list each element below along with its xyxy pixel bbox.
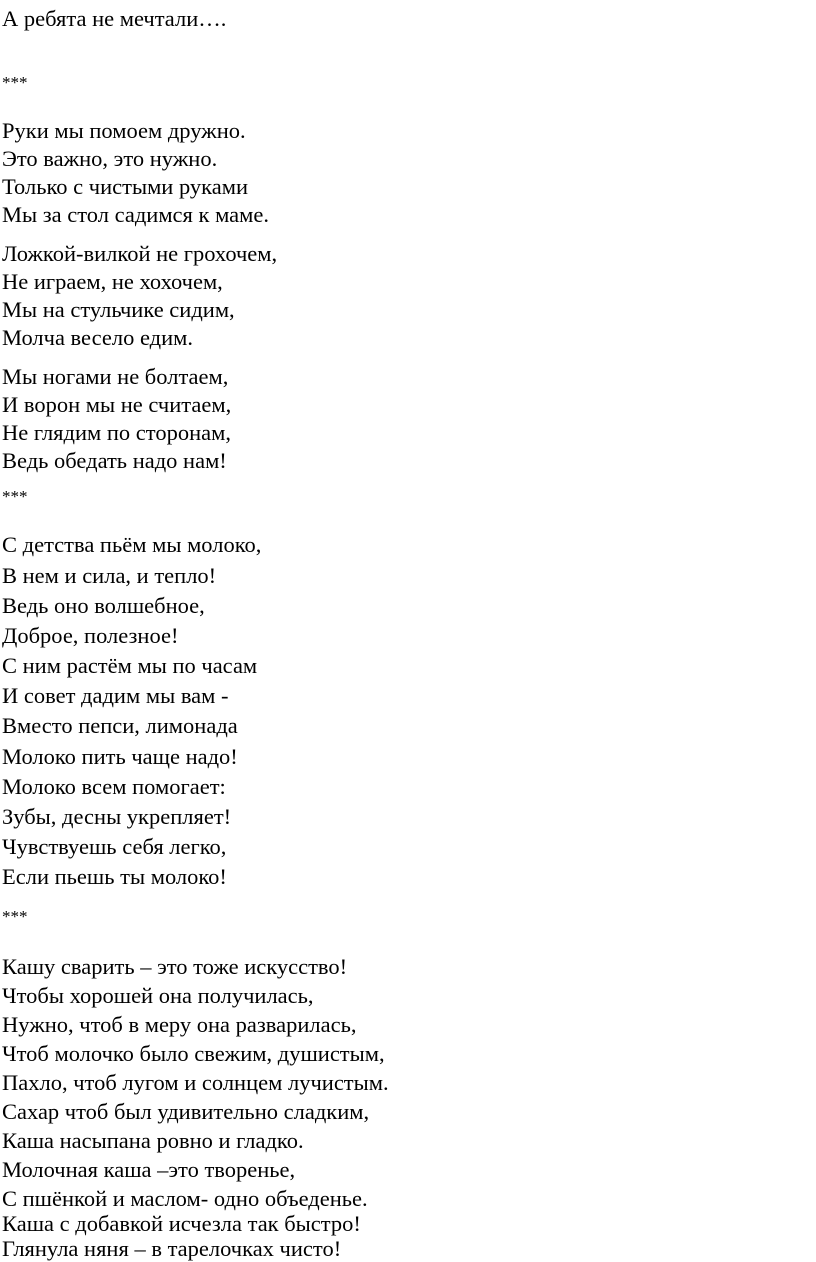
separator: *** (2, 73, 28, 92)
poem-line: Вместо пепси, лимонада (2, 713, 238, 738)
poem-line: Ведь оно волшебное, (2, 593, 205, 618)
poem-line: Мы ногами не болтаем, (2, 364, 229, 389)
poem-line: Чтоб молочко было свежим, душистым, (2, 1041, 385, 1066)
poem-line: С ним растём мы по часам (2, 653, 258, 678)
poem-line: Молча весело едим. (2, 325, 193, 350)
poem-line: С пшёнкой и маслом- одно объеденье. (2, 1186, 368, 1211)
poem-line: Сахар чтоб был удивительно сладким, (2, 1099, 370, 1124)
poem-line: Ведь обедать надо нам! (2, 448, 227, 473)
poem-line: Молоко пить чаще надо! (2, 744, 238, 769)
poem-line: Молочная каша –это творенье, (2, 1157, 296, 1182)
poem-line: Не играем, не хохочем, (2, 269, 223, 294)
poem-line: И ворон мы не считаем, (2, 392, 232, 417)
poem-line: Мы за стол садимся к маме. (2, 202, 269, 227)
poem-line: Ложкой-вилкой не грохочем, (2, 241, 278, 266)
separator: *** (2, 907, 28, 926)
poem-line: Зубы, десны укрепляет! (2, 804, 232, 829)
poem-line: Глянула няня – в тарелочках чисто! (2, 1236, 342, 1261)
poem-line: Кашу сварить – это тоже искусство! (2, 954, 348, 979)
poem-line: Молоко всем помогает: (2, 774, 226, 799)
poem-line: И совет дадим мы вам - (2, 683, 229, 708)
intro-line: А ребята не мечтали…. (2, 6, 227, 31)
poem-line: Пахло, чтоб лугом и солнцем лучистым. (2, 1070, 389, 1095)
poem-line: Это важно, это нужно. (2, 146, 218, 171)
poem-line: Руки мы помоем дружно. (2, 118, 246, 143)
poem-line: Если пьешь ты молоко! (2, 864, 227, 889)
poem-line: Мы на стульчике сидим, (2, 297, 235, 322)
poem-line: Каша насыпана ровно и гладко. (2, 1128, 304, 1153)
poem-line: С детства пьём мы молоко, (2, 532, 262, 557)
separator: *** (2, 487, 28, 506)
poem-line: Нужно, чтоб в меру она разварилась, (2, 1012, 357, 1037)
poem-line: В нем и сила, и тепло! (2, 563, 217, 588)
poem-line: Чувствуешь себя легко, (2, 834, 227, 859)
poem-line: Только с чистыми руками (2, 174, 249, 199)
poem-line: Не глядим по сторонам, (2, 420, 231, 445)
poem-line: Чтобы хорошей она получилась, (2, 983, 314, 1008)
poem-line: Доброе, полезное! (2, 623, 179, 648)
poem-line: Каша с добавкой исчезла так быстро! (2, 1211, 361, 1236)
